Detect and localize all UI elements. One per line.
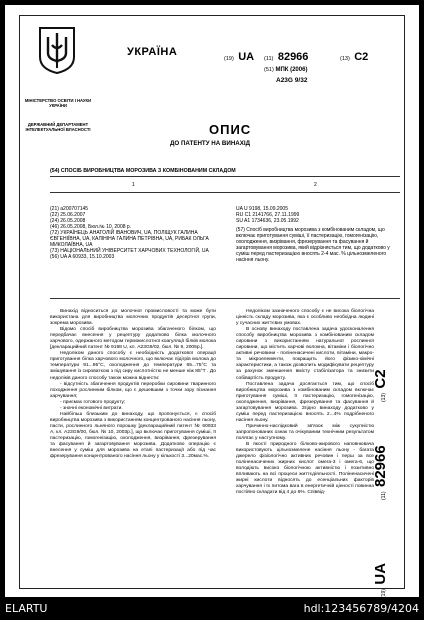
- department-name: ДЕРЖАВНИЙ ДЕПАРТАМЕНТ ІНТЕЛЕКТУАЛЬНОЇ ВЛАСНОСТІ: [25, 122, 91, 133]
- mpk-label: МПК (2006): [275, 67, 308, 73]
- paragraph: - приємах готового продукту;: [60, 399, 126, 405]
- bib-field: (24) 26.05.2008: [50, 218, 86, 224]
- document-subtitle: ДО ПАТЕНТУ НА ВИНАХІД: [170, 140, 251, 147]
- country-code: UA: [238, 51, 255, 63]
- paragraph: Винахід відноситься до молочної промисловості та може бути використана для виробництва молочних продуктів десертної групи, зокрема морозива.: [50, 309, 216, 327]
- field-19: (19): [224, 56, 234, 62]
- paragraph: Поставлена задача досягається тим, що спосіб виробництва морозива з комбінованим складом включає приготування суміші, її пастеризацію, гомогенізацію, охолодження, визрівання, фрезерування та фасування й загартовування морозива. Згідно винаходу додатково у суміш перед пастеризацією вносять 2...4% подрібненого насіння льону.: [236, 381, 374, 423]
- ministry-name: МІНІСТЕРСТВО ОСВІТИ І НАУКИ УКРАЇНИ: [24, 98, 92, 109]
- paragraph: В основу винаходу поставлена задача удосконалення способу виробництва морозива з комбінованим складом сировини з використанням натуральної рослинної сировини, що містить харчові волокна, вітаміни і біологічно активні речовини - поліненасичені кислоти, вітаміни, макро- та мікроелементи, покращить його фізико-хімічні характеристики, а також дозволить модифікувати рецептуру за рахунок зменшення вмісту стабілізатора та знизити собівартість продукту.: [236, 327, 374, 381]
- paragraph: - значні економічні витрати.: [60, 405, 123, 411]
- body-rule: [50, 298, 400, 299]
- patent-page: [5, 5, 419, 597]
- column-number-right: 2: [314, 182, 317, 188]
- handle-id: hdl:123456789/4204: [303, 602, 419, 615]
- title-rule: [50, 176, 400, 177]
- page-border: [19, 15, 405, 598]
- abstract-text: (57) Спосіб виробництва морозива з комбінованим складом, що включає приготування суміші, її пастеризацію, гомогенізацію, охолодження, визрівання, фрезерування та фасування й загартовування морозива, який відрізняється тим, що додатково у суміш перед пастеризацією вносять 2-4 мас. % цільнозмеленого насіння льону.: [236, 227, 390, 263]
- patent-number: 82966: [277, 51, 309, 63]
- bib-field: (72) УКРАЇНЕЦЬ АНАТОЛІЙ ІВАНОВИЧ, UA, ПОЛІЩУК ГАЛИНА ЄВГЕНІЇВНА, UA, КАЛІНІНА ГАЛИНА ПЕТРІВНА, UA, РИБАК ОЛЬГА МИКОЛАЇВНА, UA: [50, 230, 209, 248]
- side-number: 82966: [372, 445, 389, 488]
- trident-emblem-icon: [37, 25, 77, 75]
- bib-field: (22) 25.06.2007: [50, 212, 86, 218]
- reference: UA U 9198, 15.09.2005: [236, 206, 288, 212]
- repository-name: ELARTU: [5, 602, 48, 615]
- side-field-19: (19): [381, 589, 387, 598]
- reference: RU C1 2141766, 27.11.1999: [236, 212, 300, 218]
- column-number-left: 1: [132, 182, 135, 188]
- paragraph: Недоліком зазначеного способу є не висока біологічна цінність складу морозива, яка є особливо необхідна людині у сучасних життєвих умовах.: [236, 309, 374, 327]
- country-code-field: [224, 47, 254, 65]
- side-kind: C2: [372, 369, 389, 389]
- paragraph: Причинно-наслідковий зв'язок між сукупністю запропонованих ознак та очікуваним технічним результатом полягає у наступному.: [236, 423, 374, 441]
- abstract-block: [236, 206, 396, 263]
- bib-field: (73) НАЦІОНАЛЬНИЙ УНІВЕРСИТЕТ ХАРЧОВИХ ТЕХНОЛОГІЙ, UA: [50, 248, 209, 254]
- bib-field: (56) UA A 60933, 15.10.2003: [50, 254, 115, 260]
- kind-code-field: [340, 47, 368, 65]
- document-title: ОПИС: [209, 122, 252, 137]
- paragraph: В якості природного білково-жирового наповнювача використовують цільнозмелене насіння льону - багата джерело фізіологічно активних речовин і перш за все поліненасичених жирних кислот омега-3 і омега-6, що володіють високо біологічною активністю і позитивно впливають на всі процеси життєдіяльності. Поліненасичені жирні кислоти відносять до есенціальних факторів харчування і їх питома вага в енергетичній цінності повинна постійно складати від 4 до 6%. Співвід-: [236, 442, 374, 496]
- field-13: (13): [340, 56, 350, 62]
- viewer-status-bar: [0, 598, 424, 620]
- description-right-column: [236, 309, 374, 496]
- paragraph: Найбільш близьким до винаходу, що пропонується, є спосіб виробництва морозива з використанням концентрованого насіння льону, пасти, рослинного льняного порошку [декларацийний патент № 60933 A, кл. A23G9/00, бюл. № 10, 2003р.], що включає приготування суміші, її пастеризацію, гомогенізацію, охолодження, визрівання, фрезерування та фасування й загартовування морозива. Додатково операцію є внесення у суміш для морозива на етапі пастеризації або під час фрезерування концентрованого насіння льону у кількості 3...20мас.%.: [50, 411, 216, 460]
- description-left-column: [50, 309, 216, 460]
- bibliographic-data: [50, 206, 220, 260]
- column-rule: [50, 192, 400, 193]
- ipc-code: A23G 9/32: [276, 77, 308, 84]
- field-11: (11): [264, 56, 274, 62]
- country-name: УКРАЇНА: [127, 46, 178, 58]
- paragraph: Відомо спосіб виробництва морозива збагаченого білком, що передбачає внесення у рецептуру додатково білка молочного харчового, одержаного методом термокислотної коагуляції білків молока [декларацийний патент № 9198 U, кл. A23G9/02, бюл. № 9, 2005р.].: [50, 327, 216, 351]
- side-country: UA: [372, 562, 389, 585]
- bib-field: (46) 26.05.2008, Бюл.№ 10, 2008 р.: [50, 224, 132, 230]
- kind-code: C2: [354, 51, 369, 63]
- side-field-13: (13): [381, 393, 387, 402]
- reference: SU A1 1734636, 23.05.1992: [236, 218, 299, 224]
- side-field-11: (11): [381, 491, 387, 500]
- paragraph: Недоліком даного способу є необхідність додаткової операції приготування білка харчового молочного, що включає підігрів молока до температури 91...95°С, охолодження до температури 65...75°С та змішування із сироваткою з під сиру кислотністю не менше ніж 85°Т . До недоліків даного способу також можна віднести:: [50, 351, 216, 381]
- bib-field: (21) a200707145: [50, 206, 89, 212]
- paragraph: - відсутність збагачення продуктів переробки сировини тваринного походження рослинним білком, що є дешевшим з точки зору пізнання харчування;: [50, 381, 216, 399]
- field-51: (51): [264, 67, 274, 73]
- patent-number-field: [264, 47, 308, 65]
- mpk-field: [264, 67, 307, 73]
- invention-title: (54) СПОСІБ ВИРОБНИЦТВА МОРОЗИВА З КОМБІНОВАНИМ СКЛАДОМ: [50, 168, 236, 174]
